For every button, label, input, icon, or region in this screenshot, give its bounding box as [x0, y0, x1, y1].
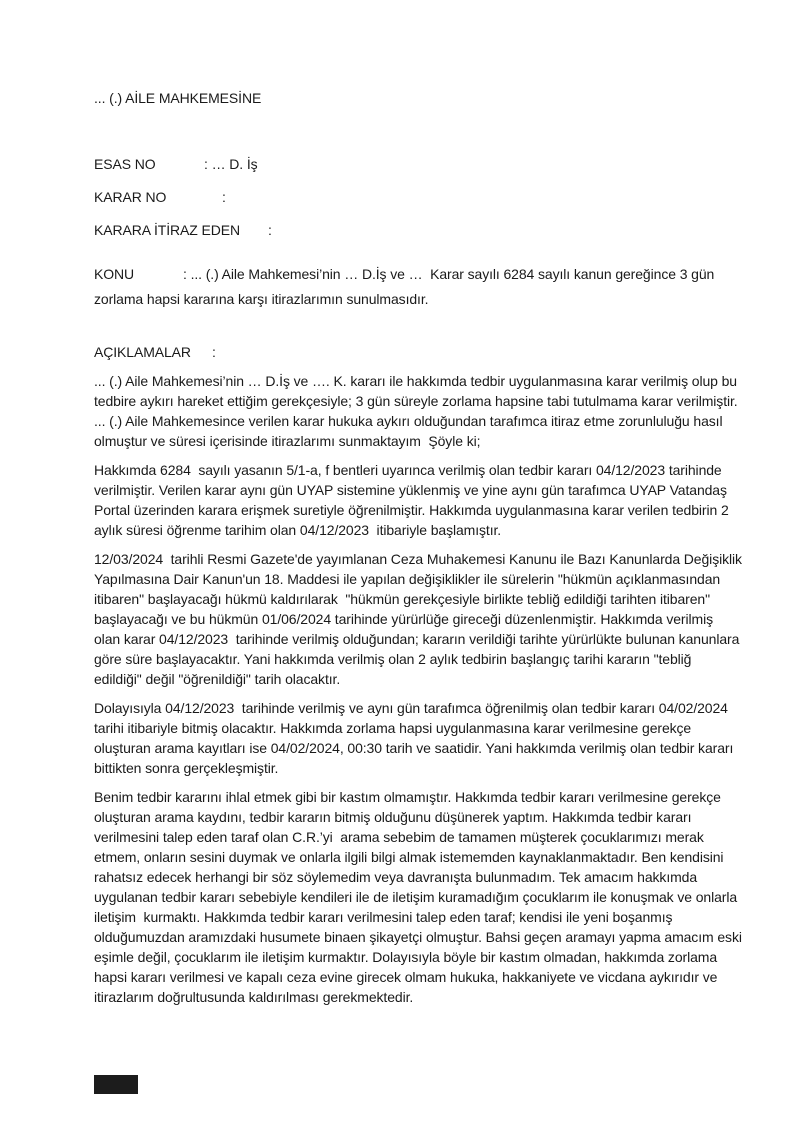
- meta-row-esas-no: [94, 154, 742, 174]
- meta-label: KARARA İTİRAZ EDEN: [94, 222, 241, 238]
- body-paragraph: Benim tedbir kararını ihlal etmek gibi bir kastım olmamıştır. Hakkımda tedbir kararı verilmesine gerekçe oluşturan arama kaydını, tedbir kararın bitmiş olduğunu düşünerek yaptım. Hakkımda tedbir kararı verilmesini talep eden taraf olan C.R.’yi arama sebebim de tamamen müşterek çocuklarımızı merak etmem, onların sesini duymak ve onlarla ilgili bilgi almak istememden kaynaklanmaktadır. Ben kendisini rahatsız edecek herhangi bir söz söylemedim veya davranışta bulunmadım. Tek amacım hakkımda uygulanan tedbir kararı sebebiyle kendileri ile de iletişim kuramadığım çocuklarım ile konuşmak ve onlarla iletişim kurmaktı. Hakkımda tedbir kararı verilmesini talep eden taraf; kendisi ile yeni boşanmış olduğumuzdan aramızdaki husumete binaen şikayetçi olmuştur. Bahsi geçen aramayı yapma amacım eski eşimle değil, çocuklarım ile iletişim kurmaktır. Dolayısıyla böyle bir kastım olmadan, hakkımda zorlama hapsi kararı verilmesi ve kapalı ceza evine girecek olmam hukuka, hakkaniyete ve vicdana aykırıdır ve itirazlarım doğrultusunda kaldırılması gerekmektedir.: [94, 789, 746, 1005]
- meta-value: :: [268, 222, 272, 238]
- meta-row-karara-itiraz-eden: [94, 220, 742, 240]
- explanations-colon: :: [212, 344, 216, 360]
- court-title: ... (.) AİLE MAHKEMESİNE: [94, 90, 262, 106]
- meta-row-karar-no: [94, 187, 742, 207]
- case-meta-block: [94, 154, 742, 240]
- subject-value: : ... (.) Aile Mahkemesi’nin … D.İş ve … Karar sayılı 6284 sayılı kanun gereğince 3 gün zorlama hapsi kararına karşı itirazlarımın sunulmasıdır.: [94, 266, 719, 307]
- meta-label: ESAS NO: [94, 156, 156, 172]
- meta-label: KARAR NO: [94, 189, 167, 205]
- meta-value: :: [222, 189, 226, 205]
- explanations-label: AÇIKLAMALAR: [94, 344, 191, 360]
- body-paragraph: ... (.) Aile Mahkemesi’nin … D.İş ve …. K. kararı ile hakkımda tedbir uygulanmasına karar verilmiş olup bu tedbire aykırı hareket ettiğim gerekçesiyle; 3 gün süreyle zorlama hapsine tabi tutulmama karar verilmiştir. ... (.) Aile Mahkemesince verilen karar hukuka aykırı olduğundan tarafımca itiraz etme zorunluluğu hasıl olmuştur ve süresi içerisinde itirazlarımı sunmaktayım Şöyle ki;: [94, 373, 742, 449]
- body-paragraph: Dolayısıyla 04/12/2023 tarihinde verilmiş ve aynı gün tarafımca öğrenilmiş olan tedbir kararı 04/02/2024 tarihi itibariyle bitmiş olacaktır. Hakkımda zorlama hapsi uygulanmasına karar verilmesine gerekçe oluşturan arama kayıtları ise 04/02/2024, 00:30 tarih ve saatidir. Yani hakkımda verilmiş olan tedbir kararı bittikten sonra gerçekleşmiştir.: [94, 700, 738, 776]
- explanations-heading: [94, 342, 742, 362]
- redaction-mark: [94, 1075, 138, 1094]
- meta-value: : … D. İş: [204, 156, 258, 172]
- subject-row: [94, 262, 742, 312]
- body-paragraph: Hakkımda 6284 sayılı yasanın 5/1-a, f bentleri uyarınca verilmiş olan tedbir kararı 04/12/2023 tarihinde verilmiştir. Verilen karar aynı gün UYAP sistemine yüklenmiş ve yine aynı gün tarafımca UYAP Vatandaş Portal üzerinden karara erişmek suretiyle öğrenilmiştir. Hakkımda uygulanmasına karar verilen tedbirin 2 aylık süresi öğrenme tarihim olan 04/12/2023 itibariyle başlamıştır.: [94, 462, 733, 538]
- body-paragraph: 12/03/2024 tarihli Resmi Gazete'de yayımlanan Ceza Muhakemesi Kanunu ile Bazı Kanunlarda Değişiklik Yapılmasına Dair Kanun'un 18. Maddesi ile yapılan değişiklikler ile sürelerin "hükmün açıklanmasından itibaren" başlayacağı hükmü kaldırılarak "hükmün gerekçesiyle birlikte tebliğ edildiği tarihten itibaren" başlayacağı ve bu hükmün 01/06/2024 tarihinde yürürlüğe gireceği düzenlenmiştir. Hakkımda verilmiş olan karar 04/12/2023 tarihinde verilmiş olduğundan; kararın verildiği tarihte yürürlükte bulunan kanunlara göre süre başlayacaktır. Yani hakkımda verilmiş olan 2 aylık tedbirin başlangıç tarihi kararın "tebliğ edildiği" değil "öğrenildiği" tarih olacaktır.: [94, 551, 746, 687]
- subject-label: KONU: [94, 266, 135, 282]
